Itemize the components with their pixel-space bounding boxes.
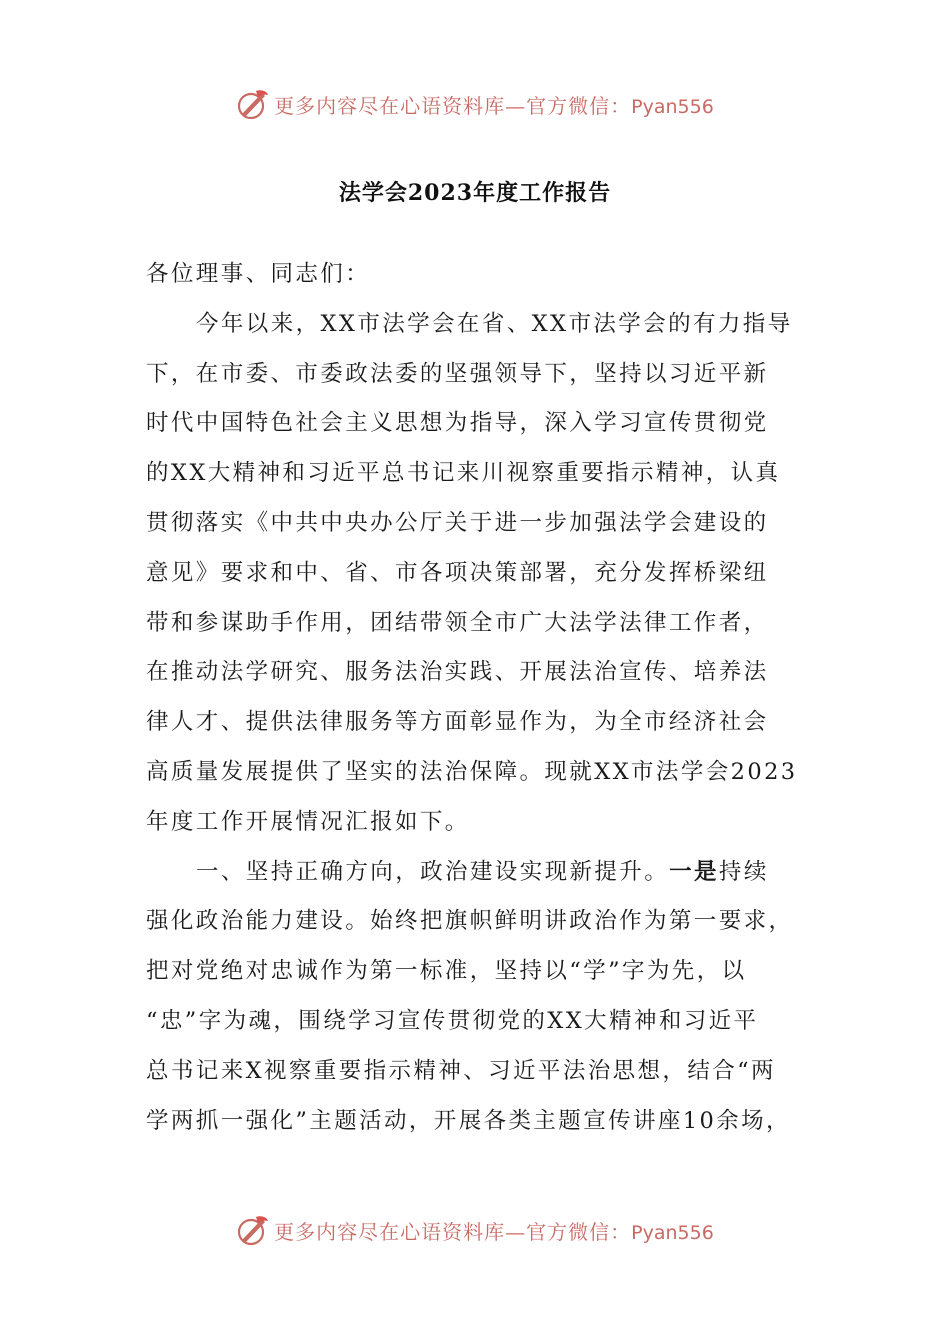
paragraph-line: 贯彻落实《中共中央办公厅关于进一步加强法学会建设的 <box>146 509 769 536</box>
paragraph-line: 高质量发展提供了坚实的法治保障。现就XX市法学会2023 <box>146 758 798 785</box>
paragraph-line: 时代中国特色社会主义思想为指导，深入学习宣传贯彻党 <box>146 410 769 437</box>
watermark-header <box>0 82 950 126</box>
document-body <box>146 250 806 1146</box>
paragraph-line: 学两抓一强化”主题活动，开展各类主题宣传讲座10余场， <box>146 1107 791 1134</box>
quill-logo-icon <box>236 87 270 121</box>
paragraph-line: 意见》要求和中、省、市各项决策部署，充分发挥桥梁纽 <box>146 559 769 586</box>
section-heading: 一、坚持正确方向，政治建设实现新提升。 <box>196 858 670 885</box>
watermark-wechat-id: Pyan556 <box>631 1221 714 1244</box>
watermark-footer <box>0 1208 950 1252</box>
paragraph-line: 的XX大精神和习近平总书记来川视察重要指示精神，认真 <box>146 460 781 487</box>
document-title: 法学会2023年度工作报告 <box>338 180 612 206</box>
watermark-text: 更多内容尽在心语资料库—官方微信：Pyan556 <box>274 1219 714 1244</box>
paragraph-line: 带和参谋助手作用，团结带领全市广大法学法律工作者， <box>146 609 769 636</box>
paragraph-line: 下，在市委、市委政法委的坚强领导下，坚持以习近平新 <box>146 360 769 387</box>
quill-logo-icon <box>236 1213 270 1247</box>
heading-continuation: 持续 <box>718 858 769 885</box>
section-heading-line <box>146 848 806 898</box>
paragraph-line: 年度工作开展情况汇报如下。 <box>146 808 470 835</box>
emphasis-label: 一是 <box>669 858 719 885</box>
paragraph-line: 把对党绝对忠诚作为第一标准，坚持以“学”字为先，以 <box>146 958 747 985</box>
paragraph-line: 律人才、提供法律服务等方面彰显作为，为全市经济社会 <box>146 709 769 736</box>
watermark-wechat-id: Pyan556 <box>631 95 714 118</box>
paragraph-line: 在推动法学研究、服务法治实践、开展法治宣传、培养法 <box>146 659 769 686</box>
watermark-text: 更多内容尽在心语资料库—官方微信：Pyan556 <box>274 93 714 118</box>
salutation: 各位理事、同志们： <box>146 261 371 287</box>
paragraph-line: 强化政治能力建设。始终把旗帜鲜明讲政治作为第一要求， <box>146 908 794 935</box>
paragraph-line: “忠”字为魂，围绕学习宣传贯彻党的XX大精神和习近平 <box>146 1007 759 1034</box>
paragraph-line: 总书记来X视察重要指示精神、习近平法治思想，结合“两 <box>146 1057 776 1084</box>
paragraph-line: 今年以来，XX市法学会在省、XX市法学会的有力指导 <box>196 310 793 337</box>
